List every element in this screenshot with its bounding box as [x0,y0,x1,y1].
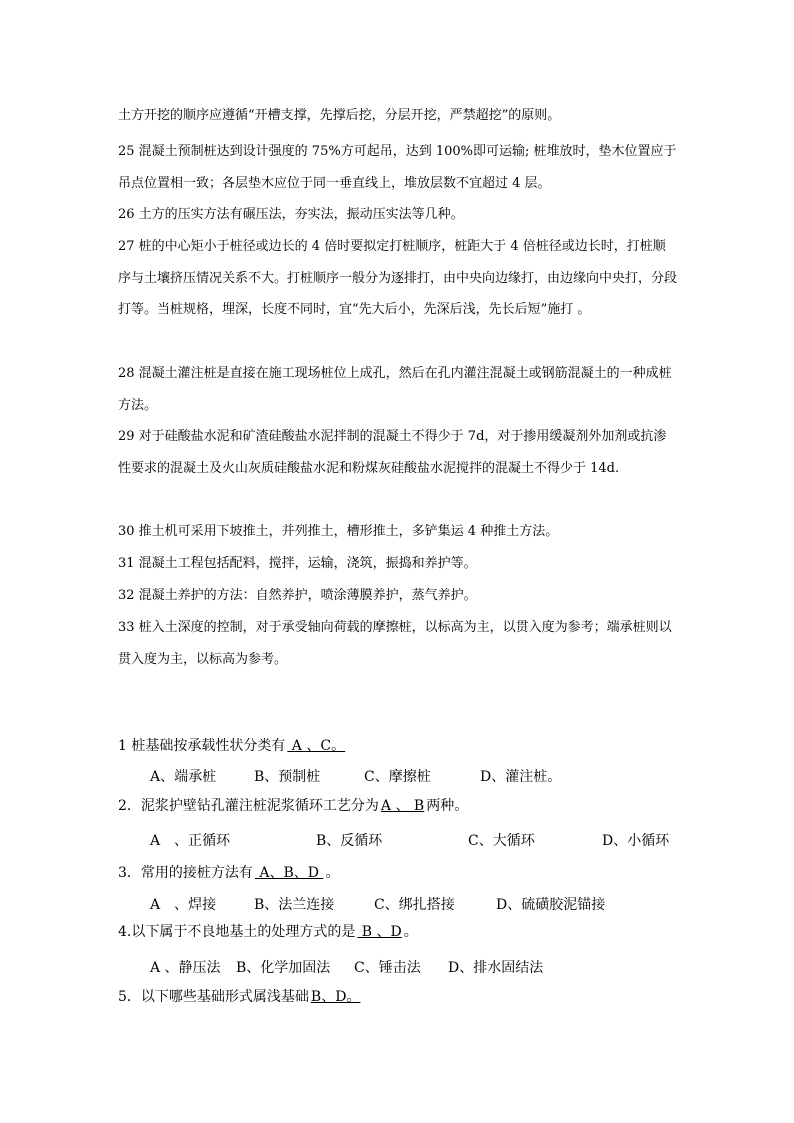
option-c: C、摩擦桩 [364,769,431,785]
option-d: D、灌注桩。 [480,769,562,785]
option-b: B、法兰连接 [254,897,335,913]
paragraph-31: 31 混凝土工程包括配料，搅拌，运输，浇筑，振捣和养护等。 [118,556,477,571]
answer-blank: A、B、D [254,865,324,881]
option-b: B、化学加固法 [236,960,331,976]
question-5 [118,987,362,1007]
option-d: D、排水固结法 [448,960,544,976]
question-text: 4.以下属于不良地基土的处理方式的是 [118,924,356,940]
option-c: C、锤击法 [354,960,421,976]
option-a: A 、静压法 [150,960,221,976]
question-4 [118,922,418,942]
paragraph-25: 25 混凝土预制桩达到设计强度的 75%方可起吊，达到 100%即可运输; 桩堆放时，垫木位置应于吊点位置相一致；各层垫木应位于同一垂直线上，堆放层数不宜超过 4 层。 [118,144,677,191]
answer-blank: B 、D [357,924,402,940]
paragraph-33: 33 桩入土深度的控制，对于承受轴向荷载的摩擦桩，以标高为主，以贯入度为参考；端承桩则以贯入度为主，以标高为参考。 [118,620,672,667]
question-1-options [150,767,570,787]
question-suffix: 。 [325,865,340,881]
paragraph-28: 28 混凝土灌注桩是直接在施工现场桩位上成孔，然后在孔内灌注混凝土或钢筋混凝土的一种成桩方法。 [118,366,672,413]
question-text: 5．以下哪些基础形式属浅基础 [118,989,309,1005]
option-c: C、大循环 [468,833,535,849]
question-text: 2．泥浆护壁钻孔灌注桩泥浆循环工艺分为 [118,798,379,814]
answer-blank: A 、 B [380,798,425,814]
question-4-options [150,958,560,978]
question-suffix: 两种。 [426,798,469,814]
answer-blank: B、D。 [310,989,361,1005]
option-c: C、绑扎搭接 [374,897,455,913]
paragraph-27: 27 桩的中心矩小于桩径或边长的 4 倍时要拟定打桩顺序，桩距大于 4 倍桩径或边长时，打桩顺序与土壤挤压情况关系不大。打桩顺序一般分为逐排打，由中央向边缘打，由边缘向中央打，分段打等。当桩规格，埋深，长度不同时，宜“先大后小，先深后浅，先长后短”施打 。 [118,239,678,317]
paragraph-intro: 土方开挖的顺序应遵循“开槽支撑，先撑后挖，分层开挖，严禁超挖”的原则。 [118,108,561,123]
option-b: B、预制桩 [254,769,321,785]
option-d: D、硫磺胶泥锚接 [496,897,606,913]
question-3 [118,863,339,883]
question-text: 1 桩基础按承载性状分类有 [118,738,286,754]
option-a: A、端承桩 [150,769,217,785]
question-3-options [150,895,625,915]
option-a: A 、正循环 [150,833,231,849]
question-2-options [150,831,675,851]
option-d: D、小循环 [602,833,670,849]
option-a: A 、焊接 [150,897,217,913]
paragraph-29: 29 对于硅酸盐水泥和矿渣硅酸盐水泥拌制的混凝土不得少于 7d，对于掺用缓凝剂外加剂或抗渗性要求的混凝土及火山灰质硅酸盐水泥和粉煤灰硅酸盐水泥搅拌的混凝土不得少于 14d. [118,429,667,476]
option-b: B、反循环 [316,833,383,849]
question-suffix: 。 [403,924,418,940]
paragraph-26: 26 土方的压实方法有碾压法，夯实法，振动压实法等几种。 [118,207,464,222]
question-1 [118,736,347,756]
paragraph-30: 30 推土机可采用下坡推土，并列推土，槽形推土，多铲集运 4 种推土方法。 [118,524,559,539]
paragraph-32: 32 混凝土养护的方法：自然养护，喷涂薄膜养护，蒸气养护。 [118,588,477,603]
question-2 [118,796,468,816]
question-text: 3．常用的接桩方法有 [118,865,253,881]
answer-blank: A 、C。 [287,738,346,754]
